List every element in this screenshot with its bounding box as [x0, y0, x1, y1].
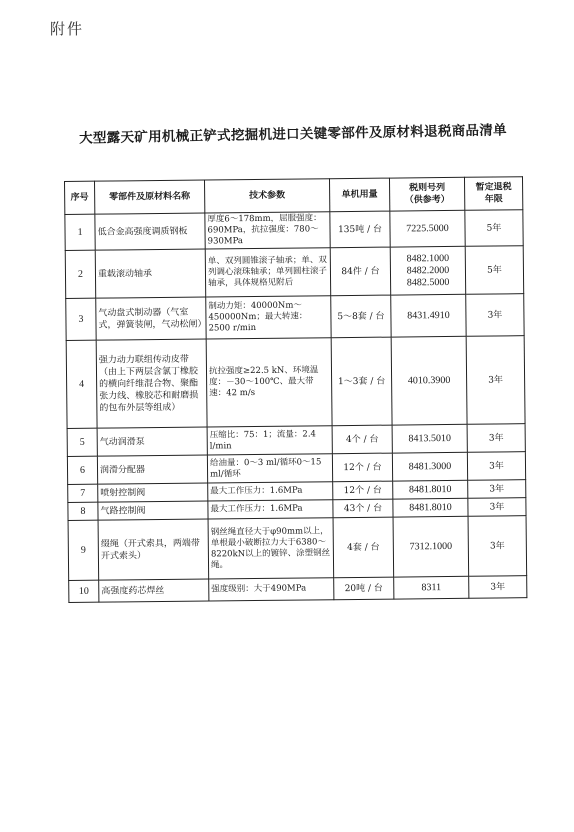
technical-spec: 最大工作压力：1.6MPa: [208, 482, 333, 501]
row-number: 9: [68, 520, 99, 580]
part-name: 缀绳（开式索具，两端带开式索头）: [98, 519, 209, 580]
unit-quantity: 12个 / 台: [332, 453, 392, 482]
technical-spec: 单、双列圆锥滚子轴承；单、双列调心滚珠轴承；单列圆柱滚子轴承，具体规格见附后: [205, 248, 330, 297]
unit-quantity: 5～8套 / 台: [331, 295, 391, 338]
refund-years: 5年: [465, 210, 523, 247]
technical-spec: 强度级别：大于490MPa: [209, 578, 334, 601]
unit-quantity: 43个 / 台: [333, 499, 393, 518]
col-header-spec: 技术参数: [204, 179, 329, 213]
part-name: 喷射控制阀: [98, 483, 208, 502]
table-row: [66, 294, 524, 341]
part-name: 重载滚动轴承: [95, 249, 205, 298]
tariff-code: 8481.8010: [393, 480, 468, 499]
tariff-code: 8311: [394, 576, 469, 599]
refund-years: 3年: [468, 480, 526, 499]
row-number: 7: [68, 484, 98, 502]
unit-quantity: 1～3套 / 台: [331, 337, 392, 426]
technical-spec: 给油量：0～3 ml/循环0～15 ml/循环: [207, 454, 332, 483]
unit-quantity: 20吨 / 台: [334, 577, 394, 600]
part-name: 气动盘式制动器（气室式，弹簧装闸，气动松闸）: [96, 297, 206, 340]
row-number: 4: [66, 340, 97, 428]
table-header-row: [65, 177, 523, 215]
table-row: [65, 246, 523, 299]
technical-spec: 最大工作压力：1.6MPa: [208, 500, 333, 519]
tariff-code: 8413.5010: [392, 424, 467, 453]
col-header-years: 暂定退税 年限: [464, 177, 522, 211]
col-header-code: 税则号列 （供参考）: [389, 177, 464, 211]
unit-quantity: 4个 / 台: [332, 425, 392, 454]
part-name: 气路控制阀: [98, 501, 208, 520]
unit-quantity: 135吨 / 台: [330, 211, 390, 248]
row-number: 10: [69, 580, 99, 602]
part-name: 润滑分配器: [97, 455, 207, 484]
row-number: 5: [67, 428, 97, 456]
goods-table: [64, 176, 527, 603]
col-header-qty: 单机用量: [329, 178, 389, 212]
tariff-code: 8481.8010: [393, 498, 468, 517]
refund-years: 3年: [469, 576, 527, 599]
refund-years: 3年: [467, 452, 525, 481]
refund-years: 3年: [468, 516, 527, 577]
technical-spec: 压缩比：75：1；流量：2.4 l/min: [207, 426, 332, 455]
document-title: 大型露天矿用机械正铲式挖掘机进口关键零部件及原材料退税商品清单: [78, 122, 508, 147]
col-header-name: 零部件及原材料名称: [95, 180, 205, 214]
tariff-code: 8431.4910: [391, 294, 466, 337]
unit-quantity: 4套 / 台: [333, 517, 394, 578]
part-name: 气动润滑泵: [97, 427, 207, 456]
col-header-no: 序号: [65, 181, 95, 214]
table-row: [69, 576, 527, 603]
tariff-code: 8481.3000: [392, 452, 467, 481]
unit-quantity: 84件 / 台: [330, 247, 390, 296]
refund-years: 3年: [466, 336, 525, 425]
table-row: [68, 516, 527, 581]
technical-spec: 厚度6～178mm，屈服强度：690MPa，抗拉强度：780～930MPa: [205, 212, 330, 249]
table-row: [66, 336, 525, 429]
row-number: 6: [67, 456, 97, 484]
unit-quantity: 12个 / 台: [333, 481, 393, 500]
row-number: 1: [65, 214, 95, 250]
attachment-label: 附件: [50, 20, 85, 38]
refund-years: 3年: [468, 498, 526, 517]
part-name: 强力动力联组传动皮带（由上下两层含氯丁橡胶的横向纤维混合物、聚酯张力线、橡胶芯和耐磨损的包布外层等组成）: [96, 339, 207, 428]
row-number: 3: [66, 298, 96, 340]
row-number: 8: [68, 502, 98, 520]
tariff-code: 4010.3900: [391, 336, 467, 425]
table-row: [65, 210, 523, 251]
refund-years: 3年: [467, 424, 525, 453]
tariff-code: 7312.1000: [393, 516, 469, 577]
part-name: 高强度药芯焊丝: [99, 579, 209, 602]
technical-spec: 抗拉强度≥22.5 kN、环境温度：－30～100℃、最大带速：42 m/s: [206, 338, 332, 427]
part-name: 低合金高强度调质钢板: [95, 213, 205, 250]
technical-spec: 钢丝绳直径大于φ90mm以上，单根最小破断拉力大于6380～8220kN以上的镀锌、涂塑钢丝绳。: [208, 518, 334, 579]
tariff-code: 7225.5000: [390, 210, 465, 247]
tariff-code: 8482.1000 8482.2000 8482.5000: [390, 246, 465, 295]
refund-years: 5年: [465, 246, 523, 295]
refund-years: 3年: [466, 294, 524, 337]
row-number: 2: [65, 250, 96, 298]
technical-spec: 制动力矩：40000Nm～450000Nm；最大转速：2500 r/min: [206, 296, 331, 339]
